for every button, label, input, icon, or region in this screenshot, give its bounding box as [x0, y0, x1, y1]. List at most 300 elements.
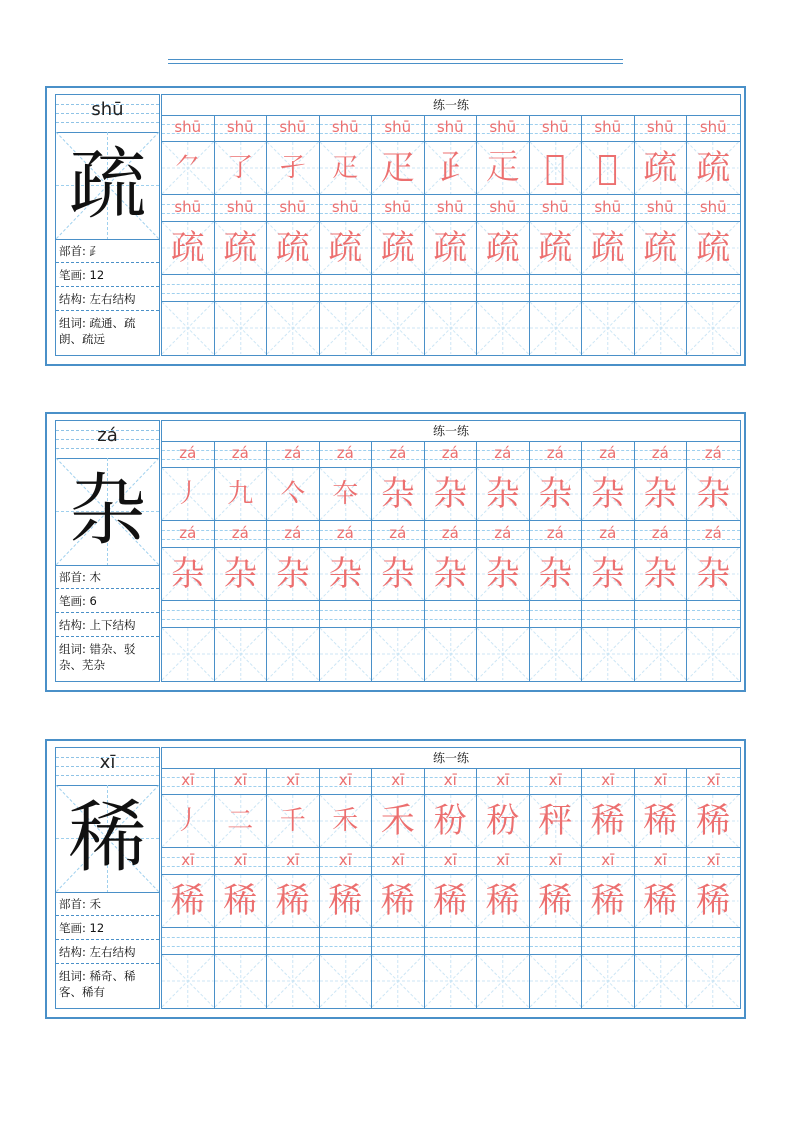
grid-cell[interactable]: [320, 115, 373, 142]
grid-cell[interactable]: [530, 302, 583, 355]
grid-cell[interactable]: [477, 848, 530, 875]
pinyin-guide-line: [635, 610, 687, 611]
grid-cell[interactable]: [582, 441, 635, 468]
grid-cell[interactable]: [530, 848, 583, 875]
grid-cell[interactable]: [267, 468, 320, 521]
grid-cell[interactable]: [635, 302, 688, 355]
grid-cell[interactable]: [372, 275, 425, 302]
grid-cell[interactable]: [162, 768, 215, 795]
grid-cell[interactable]: [320, 928, 373, 955]
top-rule-1: [168, 59, 623, 60]
grid-cell[interactable]: [687, 195, 740, 222]
pinyin-hint: xī: [233, 771, 247, 789]
grid-cell[interactable]: [582, 601, 635, 628]
pinyin-hint: shū: [331, 198, 359, 216]
grid-cell[interactable]: [530, 468, 583, 521]
grid-cell[interactable]: [215, 142, 268, 195]
grid-cell[interactable]: [635, 548, 688, 601]
grid-cell[interactable]: [635, 848, 688, 875]
grid-cell[interactable]: [530, 601, 583, 628]
grid-cell[interactable]: [582, 302, 635, 355]
grid-cell[interactable]: [267, 848, 320, 875]
practice-header: 练一练: [162, 421, 740, 442]
grid-cell[interactable]: [215, 601, 268, 628]
grid-cell[interactable]: [320, 548, 373, 601]
grid-cell[interactable]: [530, 628, 583, 681]
pinyin-hint: shū: [646, 118, 674, 136]
pinyin-guide-line: [162, 293, 214, 294]
tian-grid-guides: [215, 955, 267, 1007]
grid-cell[interactable]: [582, 875, 635, 928]
pinyin-hint: shū: [279, 198, 307, 216]
grid-cell[interactable]: [320, 955, 373, 1008]
grid-cell[interactable]: [162, 875, 215, 928]
pinyin-guide-line: [372, 284, 424, 285]
grid-cell[interactable]: [215, 548, 268, 601]
grid-cell[interactable]: [425, 468, 478, 521]
grid-cell[interactable]: [215, 468, 268, 521]
grid-cell[interactable]: [687, 848, 740, 875]
grid-cell[interactable]: [425, 302, 478, 355]
grid-cell[interactable]: [267, 275, 320, 302]
grid-cell[interactable]: [477, 768, 530, 795]
grid-cell[interactable]: [477, 548, 530, 601]
grid-cell[interactable]: [477, 521, 530, 548]
grid-cell[interactable]: [372, 601, 425, 628]
pinyin-guide-line: [530, 284, 582, 285]
grid-cell[interactable]: [162, 628, 215, 681]
strokes-label: 笔画: 6: [56, 589, 159, 613]
pinyin-guide-line: [215, 293, 267, 294]
grid-cell[interactable]: [372, 142, 425, 195]
grid-cell[interactable]: [372, 521, 425, 548]
grid-cell[interactable]: [215, 848, 268, 875]
grid-cell[interactable]: [372, 115, 425, 142]
grid-cell[interactable]: [267, 768, 320, 795]
grid-cell[interactable]: [267, 875, 320, 928]
grid-cell[interactable]: [582, 628, 635, 681]
grid-cell[interactable]: [425, 848, 478, 875]
pinyin-label: shū: [91, 99, 124, 120]
grid-cell[interactable]: [687, 302, 740, 355]
grid-cell[interactable]: [372, 795, 425, 848]
grid-cell[interactable]: [687, 955, 740, 1008]
radical-label: 部首: ⺪: [56, 239, 159, 263]
grid-cell[interactable]: [372, 848, 425, 875]
grid-cell[interactable]: [477, 275, 530, 302]
grid-cell[interactable]: [477, 222, 530, 275]
grid-cell[interactable]: [530, 275, 583, 302]
pinyin-guide-line: [162, 937, 214, 938]
grid-cell[interactable]: [372, 875, 425, 928]
grid-cell[interactable]: [425, 795, 478, 848]
grid-cell[interactable]: [162, 795, 215, 848]
stroke-order-step: 二: [227, 806, 254, 836]
grid-cell[interactable]: [687, 468, 740, 521]
grid-cell[interactable]: [162, 601, 215, 628]
grid-cell[interactable]: [425, 142, 478, 195]
grid-cell[interactable]: [267, 441, 320, 468]
grid-cell[interactable]: [320, 768, 373, 795]
grid-cell[interactable]: [215, 628, 268, 681]
grid-cell[interactable]: [425, 222, 478, 275]
grid-cell[interactable]: [267, 548, 320, 601]
grid-cell[interactable]: [477, 601, 530, 628]
grid-cell[interactable]: [687, 548, 740, 601]
grid-cell[interactable]: [425, 955, 478, 1008]
trace-character: 杂: [223, 554, 258, 594]
grid-cell[interactable]: [582, 548, 635, 601]
grid-cell[interactable]: [477, 441, 530, 468]
grid-cell[interactable]: [582, 768, 635, 795]
trace-character: 疏: [275, 228, 310, 268]
pinyin-hint: zá: [336, 444, 354, 462]
pinyin-guide-line: [687, 937, 740, 938]
grid-cell[interactable]: [530, 222, 583, 275]
tian-grid-guides: [372, 955, 424, 1007]
pinyin-box: [56, 421, 159, 459]
stroke-order-step: 稀: [590, 801, 625, 841]
pinyin-guide-line: [56, 122, 159, 123]
pinyin-hint: shū: [489, 198, 517, 216]
grid-cell[interactable]: [372, 441, 425, 468]
pinyin-guide-line: [582, 610, 634, 611]
trace-character: 疏: [223, 228, 258, 268]
grid-cell[interactable]: [372, 768, 425, 795]
grid-cell[interactable]: [477, 142, 530, 195]
grid-cell[interactable]: [215, 441, 268, 468]
grid-cell[interactable]: [267, 628, 320, 681]
grid-cell[interactable]: [425, 628, 478, 681]
grid-cell[interactable]: [635, 468, 688, 521]
grid-cell[interactable]: [267, 115, 320, 142]
pinyin-hint: xī: [653, 771, 667, 789]
tian-grid-guides: [477, 955, 529, 1007]
grid-cell[interactable]: [530, 928, 583, 955]
trace-character: 稀: [328, 881, 363, 921]
stroke-order-step: 丿: [174, 806, 201, 836]
trace-character: 疏: [643, 228, 678, 268]
pinyin-hint: zá: [389, 524, 407, 542]
trace-character: 疏: [433, 228, 468, 268]
grid-cell[interactable]: [267, 521, 320, 548]
grid-cell[interactable]: [162, 955, 215, 1008]
grid-cell[interactable]: [582, 115, 635, 142]
grid-cell[interactable]: [267, 142, 320, 195]
stroke-order-step: 稀: [643, 801, 678, 841]
tian-grid-guides: [687, 302, 739, 354]
grid-cell[interactable]: [425, 275, 478, 302]
grid-cell[interactable]: [635, 275, 688, 302]
grid-cell[interactable]: [477, 928, 530, 955]
stroke-order-step: 秎: [433, 801, 468, 841]
grid-cell[interactable]: [635, 601, 688, 628]
grid-cell[interactable]: [320, 875, 373, 928]
grid-cell[interactable]: [687, 795, 740, 848]
stroke-order-step: 秤: [538, 801, 573, 841]
grid-cell[interactable]: [267, 955, 320, 1008]
grid-cell[interactable]: [425, 875, 478, 928]
grid-cell[interactable]: [215, 875, 268, 928]
grid-cell[interactable]: [530, 955, 583, 1008]
grid-cell[interactable]: [635, 795, 688, 848]
grid-cell[interactable]: [162, 441, 215, 468]
grid-cell[interactable]: [320, 441, 373, 468]
grid-cell[interactable]: [320, 601, 373, 628]
grid-cell[interactable]: [372, 222, 425, 275]
grid-cell[interactable]: [425, 768, 478, 795]
grid-cell[interactable]: [320, 795, 373, 848]
grid-cell[interactable]: [687, 441, 740, 468]
grid-cell[interactable]: [162, 302, 215, 355]
grid-cell[interactable]: [530, 142, 583, 195]
grid-cell[interactable]: [582, 468, 635, 521]
grid-cell[interactable]: [162, 275, 215, 302]
grid-cell[interactable]: [215, 928, 268, 955]
grid-cell[interactable]: [582, 928, 635, 955]
grid-cell[interactable]: [425, 195, 478, 222]
grid-cell[interactable]: [687, 222, 740, 275]
grid-cell[interactable]: [372, 928, 425, 955]
pinyin-hint: shū: [174, 198, 202, 216]
grid-cell[interactable]: [635, 955, 688, 1008]
pinyin-hint: xī: [548, 851, 562, 869]
pinyin-guide-line: [687, 619, 740, 620]
pinyin-hint: shū: [436, 198, 464, 216]
grid-cell[interactable]: [687, 768, 740, 795]
grid-cell[interactable]: [215, 768, 268, 795]
grid-cell[interactable]: [320, 628, 373, 681]
pinyin-guide-line: [267, 284, 319, 285]
grid-cell[interactable]: [530, 521, 583, 548]
pinyin-hint: xī: [653, 851, 667, 869]
grid-cell[interactable]: [635, 928, 688, 955]
grid-cell[interactable]: [320, 302, 373, 355]
grid-cell[interactable]: [477, 955, 530, 1008]
grid-cell[interactable]: [477, 302, 530, 355]
pinyin-hint: zá: [284, 524, 302, 542]
pinyin-guide-line: [215, 610, 267, 611]
trace-character: 稀: [643, 881, 678, 921]
pinyin-guide-line: [635, 619, 687, 620]
grid-cell[interactable]: [320, 468, 373, 521]
grid-cell[interactable]: [635, 628, 688, 681]
pinyin-guide-line: [477, 293, 529, 294]
pinyin-guide-line: [635, 293, 687, 294]
stroke-order-step: 九: [227, 479, 254, 509]
trace-character: 稀: [433, 881, 468, 921]
pinyin-guide-line: [635, 937, 687, 938]
pinyin-hint: xī: [496, 851, 510, 869]
grid-cell[interactable]: [582, 955, 635, 1008]
grid-cell[interactable]: [530, 441, 583, 468]
grid-cell[interactable]: [320, 848, 373, 875]
tian-grid-guides: [372, 628, 424, 680]
grid-cell[interactable]: [687, 142, 740, 195]
grid-cell[interactable]: [425, 548, 478, 601]
grid-cell[interactable]: [425, 115, 478, 142]
pinyin-hint: zá: [651, 524, 669, 542]
pinyin-guide-line: [56, 448, 159, 449]
grid-cell[interactable]: [582, 275, 635, 302]
grid-cell[interactable]: [425, 441, 478, 468]
grid-cell[interactable]: [635, 142, 688, 195]
grid-cell[interactable]: [687, 875, 740, 928]
grid-cell[interactable]: [162, 521, 215, 548]
grid-cell[interactable]: [530, 875, 583, 928]
trace-character: 疏: [328, 228, 363, 268]
grid-cell[interactable]: [162, 222, 215, 275]
model-character-box: [56, 132, 159, 240]
tian-grid-guides: [477, 628, 529, 680]
grid-cell[interactable]: [635, 768, 688, 795]
grid-cell[interactable]: [477, 795, 530, 848]
grid-cell[interactable]: [635, 441, 688, 468]
radical-label: 部首: 禾: [56, 892, 159, 916]
grid-cell[interactable]: [267, 795, 320, 848]
grid-cell[interactable]: [372, 548, 425, 601]
grid-cell[interactable]: [215, 795, 268, 848]
pinyin-guide-line: [687, 284, 740, 285]
grid-cell[interactable]: [582, 795, 635, 848]
grid-cell[interactable]: [162, 848, 215, 875]
grid-cell[interactable]: [687, 928, 740, 955]
grid-cell[interactable]: [267, 302, 320, 355]
grid-cell[interactable]: [530, 548, 583, 601]
pinyin-guide-line: [215, 937, 267, 938]
tian-grid-guides: [477, 302, 529, 354]
grid-cell[interactable]: [215, 195, 268, 222]
tian-grid-guides: [162, 302, 214, 354]
stroke-order-step: 𤴘: [545, 148, 566, 188]
pinyin-guide-line: [582, 937, 634, 938]
grid-cell[interactable]: [425, 601, 478, 628]
grid-cell[interactable]: [635, 222, 688, 275]
grid-cell[interactable]: [635, 195, 688, 222]
grid-cell[interactable]: [530, 768, 583, 795]
grid-cell[interactable]: [635, 115, 688, 142]
grid-cell[interactable]: [267, 195, 320, 222]
grid-cell[interactable]: [215, 955, 268, 1008]
pinyin-hint: shū: [384, 118, 412, 136]
grid-cell[interactable]: [162, 928, 215, 955]
pinyin-guide-line: [162, 619, 214, 620]
pinyin-hint: zá: [441, 444, 459, 462]
grid-cell[interactable]: [477, 628, 530, 681]
tian-grid-guides: [687, 955, 739, 1007]
grid-cell[interactable]: [477, 115, 530, 142]
grid-cell[interactable]: [320, 222, 373, 275]
grid-cell[interactable]: [635, 875, 688, 928]
grid-cell[interactable]: [162, 142, 215, 195]
pinyin-guide-line: [477, 937, 529, 938]
grid-cell[interactable]: [320, 521, 373, 548]
grid-cell[interactable]: [530, 115, 583, 142]
grid-cell[interactable]: [215, 222, 268, 275]
pinyin-guide-line: [425, 293, 477, 294]
tian-grid-guides: [215, 628, 267, 680]
grid-cell[interactable]: [372, 955, 425, 1008]
grid-cell[interactable]: [372, 468, 425, 521]
grid-cell[interactable]: [687, 628, 740, 681]
grid-cell[interactable]: [162, 195, 215, 222]
pinyin-guide-line: [477, 610, 529, 611]
grid-cell[interactable]: [582, 195, 635, 222]
grid-cell[interactable]: [687, 601, 740, 628]
grid-cell[interactable]: [215, 275, 268, 302]
grid-cell[interactable]: [477, 875, 530, 928]
grid-cell[interactable]: [162, 115, 215, 142]
grid-cell[interactable]: [320, 142, 373, 195]
pinyin-guide-line: [477, 284, 529, 285]
top-rule-2: [168, 63, 623, 64]
grid-cell[interactable]: [687, 115, 740, 142]
pinyin-guide-line: [635, 946, 687, 947]
grid-cell[interactable]: [372, 195, 425, 222]
stroke-order-step: 疏: [643, 148, 678, 188]
grid-cell[interactable]: [162, 468, 215, 521]
pinyin-hint: xī: [391, 851, 405, 869]
tian-grid-guides: [582, 628, 634, 680]
grid-cell[interactable]: [687, 275, 740, 302]
pinyin-hint: xī: [443, 851, 457, 869]
grid-cell[interactable]: [635, 521, 688, 548]
grid-cell[interactable]: [582, 848, 635, 875]
trace-character: 杂: [433, 554, 468, 594]
grid-cell[interactable]: [477, 195, 530, 222]
grid-cell[interactable]: [530, 795, 583, 848]
grid-cell[interactable]: [582, 222, 635, 275]
grid-cell[interactable]: [215, 115, 268, 142]
grid-cell[interactable]: [372, 302, 425, 355]
trace-character: 疏: [538, 228, 573, 268]
character-info-panel: [55, 420, 160, 682]
grid-cell[interactable]: [215, 521, 268, 548]
model-character-box: [56, 458, 159, 566]
grid-cell[interactable]: [582, 521, 635, 548]
trace-character: 杂: [538, 554, 573, 594]
pinyin-guide-line: [267, 610, 319, 611]
grid-cell[interactable]: [320, 275, 373, 302]
grid-cell[interactable]: [425, 521, 478, 548]
pinyin-guide-line: [477, 946, 529, 947]
grid-cell[interactable]: [425, 928, 478, 955]
pinyin-hint: shū: [594, 118, 622, 136]
tian-grid-guides: [582, 955, 634, 1007]
grid-cell[interactable]: [372, 628, 425, 681]
grid-cell[interactable]: [162, 548, 215, 601]
tian-grid-guides: [267, 302, 319, 354]
grid-cell[interactable]: [530, 195, 583, 222]
grid-cell[interactable]: [215, 302, 268, 355]
character-info-panel: [55, 94, 160, 356]
grid-cell[interactable]: [267, 601, 320, 628]
words-label: 组词: 疏通、疏朗、疏远: [59, 316, 136, 346]
pinyin-hint: zá: [599, 444, 617, 462]
grid-cell[interactable]: [267, 928, 320, 955]
grid-cell[interactable]: [477, 468, 530, 521]
grid-cell[interactable]: [267, 222, 320, 275]
pinyin-guide-line: [320, 937, 372, 938]
grid-cell[interactable]: [582, 142, 635, 195]
structure-label: 结构: 上下结构: [56, 613, 159, 637]
practice-grid-panel: [161, 94, 741, 356]
pinyin-guide-line: [582, 284, 634, 285]
pinyin-guide-line: [582, 619, 634, 620]
grid-cell[interactable]: [687, 521, 740, 548]
stroke-order-step: 稀: [696, 801, 731, 841]
grid-cell[interactable]: [320, 195, 373, 222]
